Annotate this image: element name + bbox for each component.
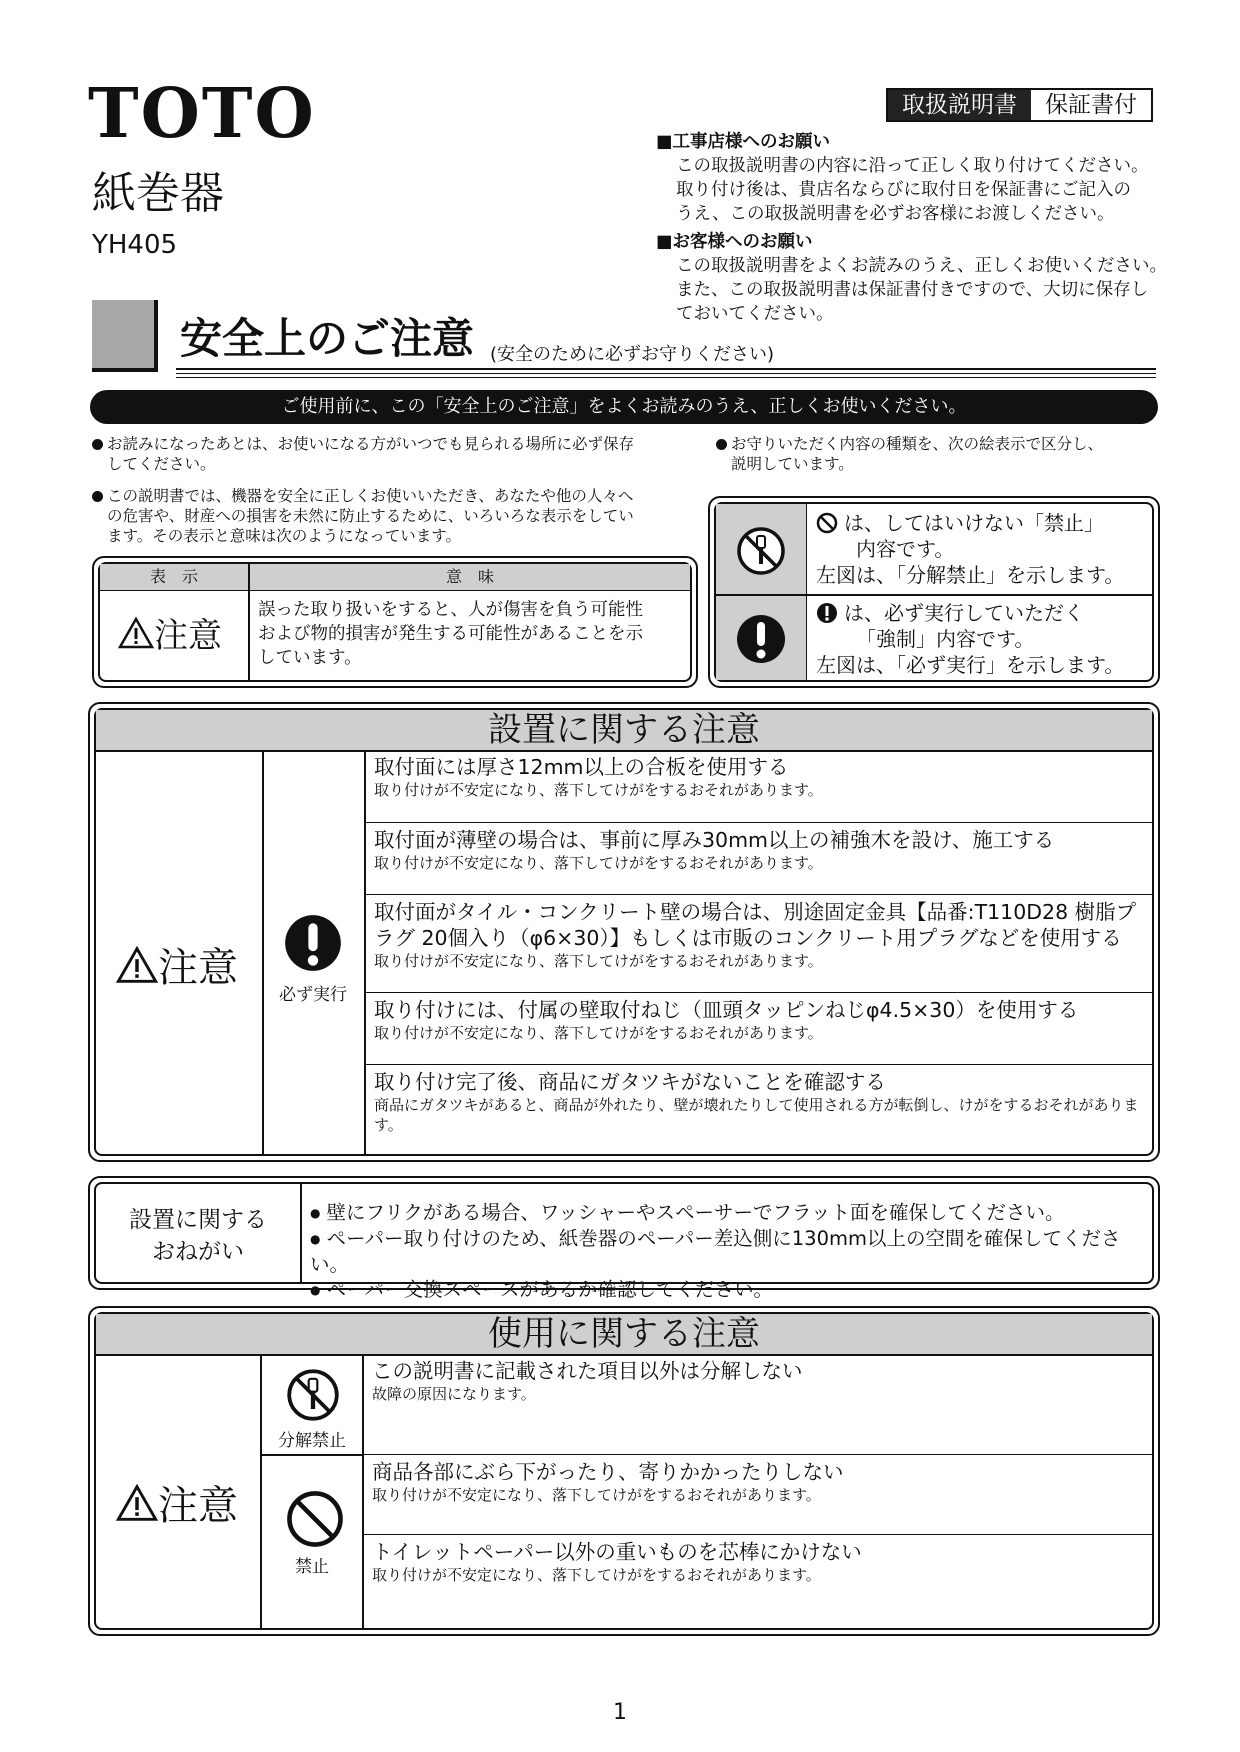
item-title: トイレットペーパー以外の重いものを芯棒にかけない: [372, 1540, 862, 1564]
item-detail: 取り付けが不安定になり、落下してけがをするおそれがあります。: [374, 952, 823, 970]
note-line: ます。その表示と意味は次のようになっています。: [107, 527, 462, 545]
caution-label: 注意: [118, 608, 222, 657]
manual-tag: 取扱説明書: [888, 90, 1031, 120]
request-line: 取り付け後は、貴店名ならびに取付日を保証書にご記入の: [676, 180, 1131, 200]
installer-request: [656, 130, 1176, 226]
safety-banner: ご使用前に、この「安全上のご注意」をよくお読みのうえ、正しくお使いください。: [90, 390, 1158, 424]
label-line: 設置に関する: [129, 1207, 267, 1233]
bullet-icon: [92, 491, 103, 502]
symbol-line: は、してはいけない「禁止」: [844, 511, 1104, 535]
install-item: [366, 750, 1152, 822]
item-detail: 故障の原因になります。: [372, 1385, 536, 1403]
bullet-icon: [92, 439, 103, 450]
customer-request: [656, 230, 1176, 326]
item-detail: 取り付けが不安定になり、落下してけがをするおそれがあります。: [372, 1566, 821, 1584]
install-item: [366, 1064, 1152, 1154]
disassembly-prohibited-icon: [286, 1368, 340, 1422]
note-line: お守りいただく内容の種類を、次の絵表示で区分し、: [731, 435, 1104, 453]
item-title: 取り付け完了後、商品にガタツキがないことを確認する: [374, 1070, 886, 1094]
doc-tags: [886, 88, 1153, 122]
install-item: [366, 992, 1152, 1064]
item-detail: 取り付けが不安定になり、落下してけがをするおそれがあります。: [374, 1024, 823, 1042]
symbol-line: 左図は、「分解禁止」を示します。: [816, 563, 1125, 587]
table-divider: [248, 564, 250, 680]
row-divider: [262, 1454, 362, 1456]
safety-subtitle: (安全のために必ずお守りください): [490, 344, 775, 365]
mandatory-icon: [284, 914, 342, 972]
disassembly-prohibited-icon: [736, 526, 786, 576]
mandatory-label: 必ず実行: [279, 985, 347, 1005]
column-divider: [260, 1354, 262, 1628]
divider: [176, 373, 1156, 374]
symbol-line: 左図は、「必ず実行」を示します。: [816, 653, 1125, 677]
request-line: ておいてください。: [676, 304, 834, 324]
product-name: 紙巻器: [92, 168, 224, 219]
prohibited-icon: [286, 1490, 344, 1548]
usage-item: [364, 1454, 1152, 1534]
safety-heading-marker: [92, 300, 158, 372]
brand-logo: TOTO: [88, 74, 316, 154]
symbol-table: [708, 496, 1160, 688]
note-line: この説明書では、機器を安全に正しくお使いいただき、あなたや他の人々へ: [107, 487, 634, 505]
install-request-label: [96, 1204, 300, 1268]
caution-meaning: [258, 598, 684, 670]
install-request-section: [88, 1176, 1160, 1301]
label-line: おねがい: [152, 1239, 244, 1265]
note-symbol-categories: [716, 434, 1176, 474]
request-line: この取扱説明書をよくお読みのうえ、正しくお使いください。: [676, 256, 1168, 276]
caution-label: 注意: [116, 936, 238, 993]
display-col-header: 表 示: [149, 567, 198, 586]
column-divider: [262, 750, 264, 1154]
caution-label: 注意: [116, 1474, 238, 1531]
item-detail: 取り付けが不安定になり、落下してけがをするおそれがあります。: [372, 1486, 821, 1504]
row-divider: [716, 594, 1152, 596]
mandatory-description: [816, 600, 1148, 678]
item-title: 商品各部にぶら下がったり、寄りかかったりしない: [372, 1460, 844, 1484]
note-line: お読みになったあとは、お使いになる方がいつでも見られる場所に必ず保存: [107, 435, 635, 453]
warning-triangle-icon: [116, 1484, 158, 1522]
note-line: の危害や、財産への損害を未然に防止するために、いろいろな表示をしてい: [107, 507, 634, 525]
warranty-tag: 保証書付: [1045, 92, 1137, 118]
list-item: ● ペーパー交換スペースがあるか確認してください。: [310, 1277, 1148, 1303]
note-line: してください。: [107, 455, 216, 473]
usage-caution-section: [88, 1306, 1160, 1636]
prohibited-icon: [816, 512, 838, 534]
note-display-meaning: [92, 486, 692, 546]
customer-request-heading: ■お客様へのお願い: [656, 232, 813, 252]
note-keep-manual: [92, 434, 692, 474]
mandatory-small-icon: [816, 602, 838, 624]
install-item: [366, 822, 1152, 894]
note-line: 説明しています。: [731, 455, 854, 473]
meaning-col-header: 意 味: [445, 567, 494, 586]
warning-triangle-icon: [116, 946, 158, 984]
usage-caution-title: 使用に関する注意: [96, 1314, 1152, 1356]
page-number: 1: [613, 1700, 627, 1725]
list-item: ● ペーパー取り付けのため、紙巻器のペーパー差込側に130mm以上の空間を確保してください。: [310, 1226, 1148, 1277]
install-request-list: [310, 1200, 1148, 1303]
divider: [176, 377, 1156, 378]
usage-item: [364, 1534, 1152, 1628]
item-title: この説明書に記載された項目以外は分解しない: [372, 1359, 803, 1383]
safety-title: 安全上のご注意: [180, 314, 475, 363]
meaning-line: 誤った取り扱いをすると、人が傷害を負う可能性: [258, 600, 643, 620]
symbol-line: 「強制」内容です。: [856, 627, 1035, 651]
prohibited-description: [816, 510, 1148, 588]
meaning-line: しています。: [258, 648, 362, 668]
disassembly-prohibited-label: 分解禁止: [278, 1431, 346, 1451]
item-detail: 取り付けが不安定になり、落下してけがをするおそれがあります。: [374, 781, 823, 799]
prohibited-label: 禁止: [295, 1557, 329, 1577]
item-title: 取り付けには、付属の壁取付ねじ（皿頭タッピンねじφ4.5×30）を使用する: [374, 998, 1079, 1022]
symbol-line: 内容です。: [856, 537, 955, 561]
item-title: 取付面には厚さ12mm以上の合板を使用する: [374, 755, 789, 779]
request-line: この取扱説明書の内容に沿って正しく取り付けてください。: [676, 156, 1149, 176]
warning-triangle-icon: [118, 617, 154, 649]
item-title: 取付面が薄壁の場合は、事前に厚み30mm以上の補強木を設け、施工する: [374, 828, 1055, 852]
request-line: また、この取扱説明書は保証書付きですので、大切に保存し: [676, 280, 1149, 300]
bullet-icon: [716, 439, 727, 450]
installer-request-heading: ■工事店様へのお願い: [656, 132, 831, 152]
request-line: うえ、この取扱説明書を必ずお客様にお渡しください。: [676, 204, 1115, 224]
list-item: ● 壁にフリクがある場合、ワッシャーやスペーサーでフラット面を確保してください。: [310, 1200, 1148, 1226]
meaning-line: および物的損害が発生する可能性があることを示: [258, 624, 643, 644]
display-table: [92, 556, 698, 688]
column-divider: [300, 1184, 302, 1282]
install-caution-title: 設置に関する注意: [96, 710, 1152, 752]
install-caution-section: [88, 702, 1160, 1162]
item-detail: 取り付けが不安定になり、落下してけがをするおそれがあります。: [374, 854, 823, 872]
product-model: YH405: [92, 230, 178, 260]
divider: [176, 368, 1156, 370]
item-title: 取付面がタイル・コンクリート壁の場合は、別途固定金具【品番:T110D28 樹脂プラグ 20個入り（φ6×30）】もしくは市販のコンクリート用プラグなどを使用する: [374, 900, 1137, 950]
install-item: [366, 894, 1152, 992]
mandatory-icon: [736, 614, 786, 664]
usage-item: [364, 1354, 1152, 1454]
symbol-line: は、必ず実行していただく: [844, 601, 1084, 625]
item-detail: 商品にガタツキがあると、商品が外れたり、壁が壊れたりして使用される方が転倒し、けがをするおそれがあります。: [374, 1096, 1139, 1134]
